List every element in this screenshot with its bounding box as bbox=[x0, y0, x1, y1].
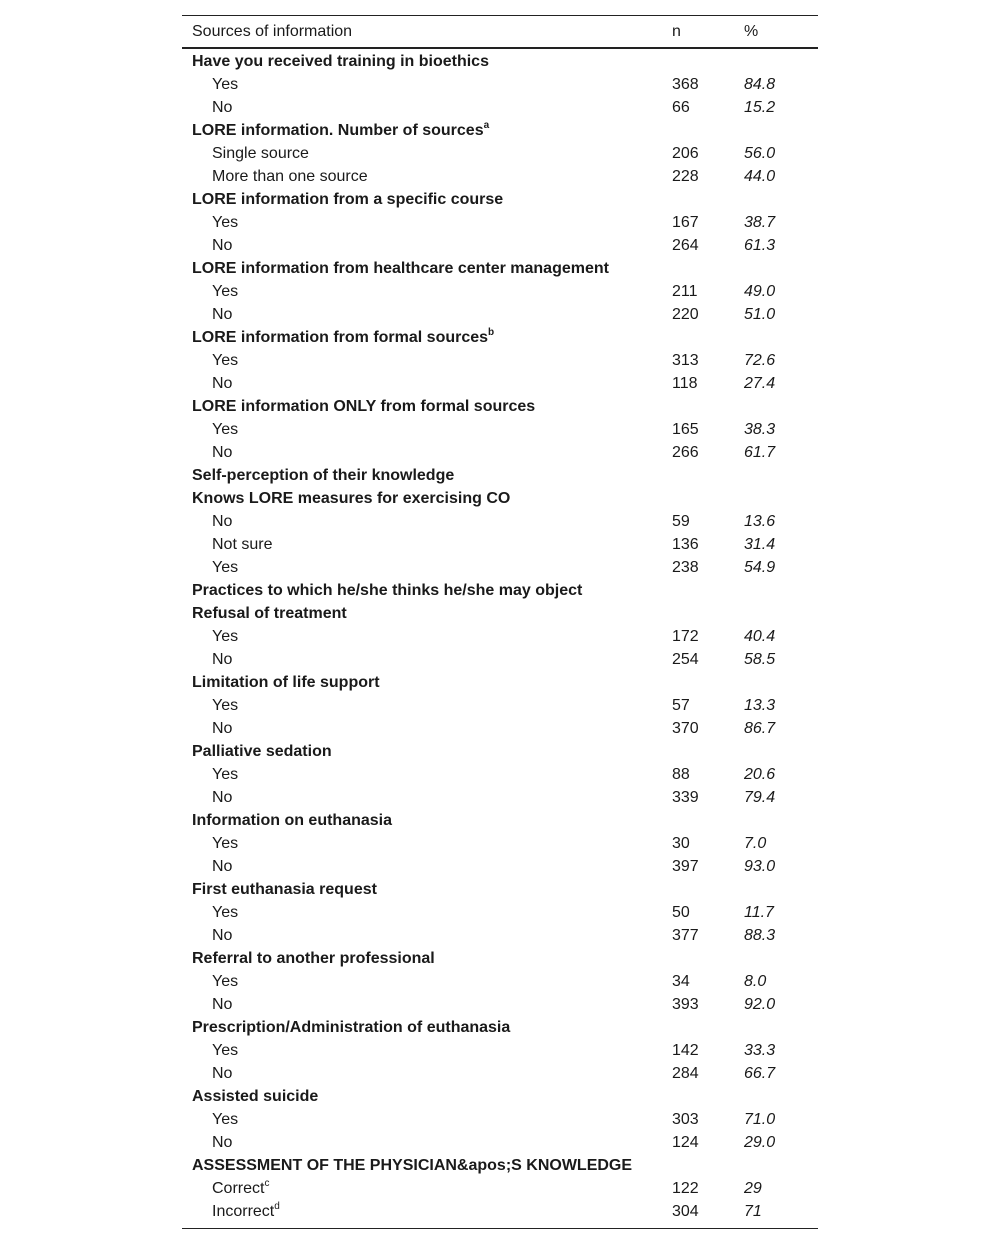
row-label bbox=[182, 349, 672, 372]
row-label bbox=[182, 73, 672, 96]
section-label bbox=[182, 579, 672, 602]
table-row bbox=[182, 1108, 818, 1131]
table-row bbox=[182, 418, 818, 441]
percent-cell: 58.5 bbox=[744, 651, 776, 668]
label-text: Self-perception of their knowledge bbox=[192, 467, 455, 484]
percent-cell bbox=[744, 48, 818, 73]
row-label bbox=[182, 1039, 672, 1062]
percent-cell: 49.0 bbox=[744, 283, 776, 300]
row-label bbox=[182, 234, 672, 257]
table-row bbox=[182, 1200, 818, 1223]
section-row bbox=[182, 740, 818, 763]
label-text: No bbox=[212, 375, 233, 392]
section-row bbox=[182, 671, 818, 694]
count-cell: 368 bbox=[672, 76, 699, 93]
percent-cell bbox=[744, 671, 818, 694]
count-cell: 57 bbox=[672, 697, 690, 714]
table-row bbox=[182, 1177, 818, 1200]
count-cell: 254 bbox=[672, 651, 699, 668]
percent-cell: 71 bbox=[744, 1203, 762, 1220]
label-text: No bbox=[212, 306, 233, 323]
section-row bbox=[182, 1085, 818, 1108]
row-label bbox=[182, 648, 672, 671]
header-sources: Sources of information bbox=[192, 22, 353, 40]
footnote-marker: b bbox=[488, 326, 495, 338]
percent-cell bbox=[744, 1085, 818, 1108]
label-text: More than one source bbox=[212, 168, 368, 185]
table-header bbox=[182, 16, 818, 49]
table-row bbox=[182, 303, 818, 326]
percent-cell bbox=[744, 464, 818, 487]
label-text: Yes bbox=[212, 697, 239, 714]
percent-cell bbox=[744, 602, 818, 625]
section-label bbox=[182, 257, 672, 280]
section-row bbox=[182, 464, 818, 487]
label-text: Yes bbox=[212, 835, 239, 852]
section-label bbox=[182, 602, 672, 625]
table-row bbox=[182, 832, 818, 855]
count-cell: 303 bbox=[672, 1111, 699, 1128]
count-cell bbox=[672, 464, 744, 487]
row-label bbox=[182, 303, 672, 326]
label-text: Incorrect bbox=[212, 1203, 275, 1220]
section-label bbox=[182, 48, 672, 73]
percent-cell bbox=[744, 188, 818, 211]
count-cell bbox=[672, 740, 744, 763]
row-label bbox=[182, 625, 672, 648]
percent-cell: 8.0 bbox=[744, 973, 767, 990]
section-row bbox=[182, 579, 818, 602]
label-text: Prescription/Administration of euthanasia bbox=[192, 1019, 511, 1036]
label-text: No bbox=[212, 99, 233, 116]
table-row bbox=[182, 717, 818, 740]
row-label bbox=[182, 832, 672, 855]
count-cell: 165 bbox=[672, 421, 699, 438]
percent-cell: 38.7 bbox=[744, 214, 776, 231]
label-text: Yes bbox=[212, 1042, 239, 1059]
row-label bbox=[182, 1177, 672, 1200]
table-row bbox=[182, 1131, 818, 1154]
section-label bbox=[182, 188, 672, 211]
sources-of-information-table bbox=[182, 15, 818, 1223]
count-cell bbox=[672, 1085, 744, 1108]
table-row bbox=[182, 533, 818, 556]
section-label bbox=[182, 1016, 672, 1039]
table-row bbox=[182, 855, 818, 878]
count-cell: 167 bbox=[672, 214, 699, 231]
label-text: LORE information. Number of sources bbox=[192, 122, 484, 139]
percent-cell bbox=[744, 878, 818, 901]
table-row bbox=[182, 556, 818, 579]
label-text: No bbox=[212, 513, 233, 530]
percent-cell bbox=[744, 326, 818, 349]
section-row bbox=[182, 1016, 818, 1039]
percent-cell: 61.3 bbox=[744, 237, 776, 254]
section-label bbox=[182, 464, 672, 487]
row-label bbox=[182, 717, 672, 740]
footnote-marker: d bbox=[274, 1200, 280, 1212]
table-row bbox=[182, 648, 818, 671]
table-row bbox=[182, 1039, 818, 1062]
count-cell bbox=[672, 188, 744, 211]
percent-cell bbox=[744, 487, 818, 510]
row-label bbox=[182, 1131, 672, 1154]
row-label bbox=[182, 211, 672, 234]
table-row bbox=[182, 441, 818, 464]
percent-cell bbox=[744, 579, 818, 602]
table-row bbox=[182, 625, 818, 648]
count-cell bbox=[672, 1154, 744, 1177]
section-row bbox=[182, 1154, 818, 1177]
count-cell: 284 bbox=[672, 1065, 699, 1082]
percent-cell bbox=[744, 947, 818, 970]
percent-cell: 33.3 bbox=[744, 1042, 776, 1059]
footnote-marker: a bbox=[483, 119, 490, 131]
count-cell: 266 bbox=[672, 444, 699, 461]
count-cell: 50 bbox=[672, 904, 690, 921]
footnote-marker: c bbox=[264, 1177, 270, 1189]
row-label bbox=[182, 556, 672, 579]
section-label bbox=[182, 740, 672, 763]
percent-cell: 29 bbox=[744, 1180, 762, 1197]
count-cell bbox=[672, 809, 744, 832]
percent-cell: 38.3 bbox=[744, 421, 776, 438]
percent-cell: 86.7 bbox=[744, 720, 776, 737]
label-text: Have you received training in bioethics bbox=[192, 53, 489, 70]
label-text: No bbox=[212, 1134, 233, 1151]
row-label bbox=[182, 786, 672, 809]
label-text: LORE information from a specific course bbox=[192, 191, 504, 208]
table-row bbox=[182, 924, 818, 947]
row-label bbox=[182, 96, 672, 119]
count-cell: 172 bbox=[672, 628, 699, 645]
count-cell bbox=[672, 579, 744, 602]
section-label bbox=[182, 487, 672, 510]
count-cell: 393 bbox=[672, 996, 699, 1013]
count-cell bbox=[672, 395, 744, 418]
count-cell: 370 bbox=[672, 720, 699, 737]
percent-cell: 61.7 bbox=[744, 444, 776, 461]
count-cell bbox=[672, 878, 744, 901]
label-text: No bbox=[212, 858, 233, 875]
percent-cell: 13.3 bbox=[744, 697, 776, 714]
header-row bbox=[182, 16, 818, 49]
table-row bbox=[182, 234, 818, 257]
section-row bbox=[182, 48, 818, 73]
count-cell: 30 bbox=[672, 835, 690, 852]
label-text: No bbox=[212, 237, 233, 254]
percent-cell: 15.2 bbox=[744, 99, 776, 116]
label-text: Yes bbox=[212, 76, 239, 93]
label-text: Single source bbox=[212, 145, 309, 162]
row-label bbox=[182, 901, 672, 924]
label-text: Yes bbox=[212, 904, 239, 921]
percent-cell: 72.6 bbox=[744, 352, 776, 369]
count-cell bbox=[672, 602, 744, 625]
percent-cell: 27.4 bbox=[744, 375, 776, 392]
section-label bbox=[182, 326, 672, 349]
table-row bbox=[182, 901, 818, 924]
count-cell: 339 bbox=[672, 789, 699, 806]
row-label bbox=[182, 855, 672, 878]
percent-cell: 11.7 bbox=[744, 904, 774, 921]
section-label bbox=[182, 395, 672, 418]
section-label bbox=[182, 878, 672, 901]
section-label bbox=[182, 119, 672, 142]
percent-cell bbox=[744, 119, 818, 142]
count-cell: 206 bbox=[672, 145, 699, 162]
label-text: Palliative sedation bbox=[192, 743, 332, 760]
label-text: LORE information from healthcare center management bbox=[192, 260, 609, 277]
row-label bbox=[182, 694, 672, 717]
section-row bbox=[182, 326, 818, 349]
label-text: Correct bbox=[212, 1180, 265, 1197]
section-row bbox=[182, 257, 818, 280]
data-table-container bbox=[182, 15, 818, 1229]
label-text: First euthanasia request bbox=[192, 881, 377, 898]
count-cell: 142 bbox=[672, 1042, 699, 1059]
label-text: LORE information from formal sources bbox=[192, 329, 489, 346]
table-row bbox=[182, 349, 818, 372]
count-cell: 59 bbox=[672, 513, 690, 530]
percent-cell: 7.0 bbox=[744, 835, 767, 852]
row-label bbox=[182, 441, 672, 464]
row-label bbox=[182, 1062, 672, 1085]
header-percent: % bbox=[744, 22, 759, 40]
label-text: Yes bbox=[212, 352, 239, 369]
label-text: Referral to another professional bbox=[192, 950, 435, 967]
percent-cell bbox=[744, 1016, 818, 1039]
table-row bbox=[182, 1062, 818, 1085]
table-row bbox=[182, 211, 818, 234]
section-label bbox=[182, 671, 672, 694]
table-row bbox=[182, 970, 818, 993]
label-text: Limitation of life support bbox=[192, 674, 380, 691]
percent-cell: 84.8 bbox=[744, 76, 776, 93]
label-text: Yes bbox=[212, 766, 239, 783]
count-cell bbox=[672, 671, 744, 694]
percent-cell: 88.3 bbox=[744, 927, 776, 944]
count-cell: 66 bbox=[672, 99, 690, 116]
section-row bbox=[182, 809, 818, 832]
label-text: Knows LORE measures for exercising CO bbox=[192, 490, 511, 507]
percent-cell: 13.6 bbox=[744, 513, 776, 530]
row-label bbox=[182, 1108, 672, 1131]
percent-cell: 29.0 bbox=[744, 1134, 776, 1151]
percent-cell: 79.4 bbox=[744, 789, 776, 806]
count-cell bbox=[672, 257, 744, 280]
table-row bbox=[182, 763, 818, 786]
table-row bbox=[182, 694, 818, 717]
table-row bbox=[182, 372, 818, 395]
label-text: No bbox=[212, 1065, 233, 1082]
section-row bbox=[182, 487, 818, 510]
row-label bbox=[182, 280, 672, 303]
section-label bbox=[182, 947, 672, 970]
label-text: No bbox=[212, 651, 233, 668]
table-row bbox=[182, 993, 818, 1016]
count-cell: 220 bbox=[672, 306, 699, 323]
label-text: No bbox=[212, 996, 233, 1013]
count-cell bbox=[672, 947, 744, 970]
section-label bbox=[182, 1085, 672, 1108]
section-label bbox=[182, 1154, 672, 1177]
label-text: ASSESSMENT OF THE PHYSICIAN&apos;S KNOWLEDGE bbox=[192, 1157, 633, 1174]
percent-cell bbox=[744, 1154, 818, 1177]
percent-cell bbox=[744, 809, 818, 832]
percent-cell: 40.4 bbox=[744, 628, 776, 645]
percent-cell: 51.0 bbox=[744, 306, 776, 323]
row-label bbox=[182, 372, 672, 395]
percent-cell: 71.0 bbox=[744, 1111, 776, 1128]
count-cell bbox=[672, 1016, 744, 1039]
label-text: No bbox=[212, 789, 233, 806]
label-text: No bbox=[212, 927, 233, 944]
row-label bbox=[182, 142, 672, 165]
percent-cell bbox=[744, 740, 818, 763]
count-cell bbox=[672, 487, 744, 510]
section-row bbox=[182, 947, 818, 970]
row-label bbox=[182, 533, 672, 556]
table-row bbox=[182, 73, 818, 96]
label-text: Practices to which he/she thinks he/she may object bbox=[192, 582, 583, 599]
table-row bbox=[182, 280, 818, 303]
row-label bbox=[182, 418, 672, 441]
count-cell bbox=[672, 326, 744, 349]
label-text: Yes bbox=[212, 1111, 239, 1128]
row-label bbox=[182, 165, 672, 188]
section-label bbox=[182, 809, 672, 832]
row-label bbox=[182, 993, 672, 1016]
row-label bbox=[182, 510, 672, 533]
section-row bbox=[182, 602, 818, 625]
count-cell: 238 bbox=[672, 559, 699, 576]
percent-cell bbox=[744, 257, 818, 280]
percent-cell: 56.0 bbox=[744, 145, 776, 162]
section-row bbox=[182, 119, 818, 142]
percent-cell: 93.0 bbox=[744, 858, 776, 875]
section-row bbox=[182, 188, 818, 211]
count-cell: 397 bbox=[672, 858, 699, 875]
count-cell bbox=[672, 48, 744, 73]
table-bottom-rule bbox=[182, 1228, 818, 1229]
label-text: Yes bbox=[212, 973, 239, 990]
table-row bbox=[182, 510, 818, 533]
label-text: Refusal of treatment bbox=[192, 605, 347, 622]
row-label bbox=[182, 1200, 672, 1223]
count-cell bbox=[672, 119, 744, 142]
label-text: Yes bbox=[212, 559, 239, 576]
percent-cell: 44.0 bbox=[744, 168, 776, 185]
label-text: LORE information ONLY from formal sources bbox=[192, 398, 536, 415]
label-text: Assisted suicide bbox=[192, 1088, 319, 1105]
count-cell: 377 bbox=[672, 927, 699, 944]
section-row bbox=[182, 878, 818, 901]
percent-cell: 66.7 bbox=[744, 1065, 776, 1082]
count-cell: 211 bbox=[672, 283, 698, 300]
percent-cell: 31.4 bbox=[744, 536, 776, 553]
count-cell: 304 bbox=[672, 1203, 699, 1220]
table-row bbox=[182, 786, 818, 809]
row-label bbox=[182, 970, 672, 993]
table-row bbox=[182, 142, 818, 165]
label-text: Yes bbox=[212, 283, 239, 300]
count-cell: 264 bbox=[672, 237, 699, 254]
label-text: Yes bbox=[212, 421, 239, 438]
percent-cell: 92.0 bbox=[744, 996, 776, 1013]
label-text: Yes bbox=[212, 628, 239, 645]
label-text: Information on euthanasia bbox=[192, 812, 393, 829]
header-n: n bbox=[672, 22, 681, 40]
percent-cell: 20.6 bbox=[744, 766, 776, 783]
row-label bbox=[182, 924, 672, 947]
count-cell: 88 bbox=[672, 766, 690, 783]
row-label bbox=[182, 763, 672, 786]
table-row bbox=[182, 165, 818, 188]
label-text: No bbox=[212, 444, 233, 461]
percent-cell: 54.9 bbox=[744, 559, 776, 576]
count-cell: 313 bbox=[672, 352, 699, 369]
percent-cell bbox=[744, 395, 818, 418]
table-row bbox=[182, 96, 818, 119]
section-row bbox=[182, 395, 818, 418]
count-cell: 124 bbox=[672, 1134, 699, 1151]
count-cell: 136 bbox=[672, 536, 699, 553]
label-text: Not sure bbox=[212, 536, 273, 553]
count-cell: 118 bbox=[672, 375, 698, 392]
label-text: No bbox=[212, 720, 233, 737]
table-body bbox=[182, 48, 818, 1223]
label-text: Yes bbox=[212, 214, 239, 231]
count-cell: 34 bbox=[672, 973, 690, 990]
count-cell: 122 bbox=[672, 1180, 699, 1197]
count-cell: 228 bbox=[672, 168, 699, 185]
